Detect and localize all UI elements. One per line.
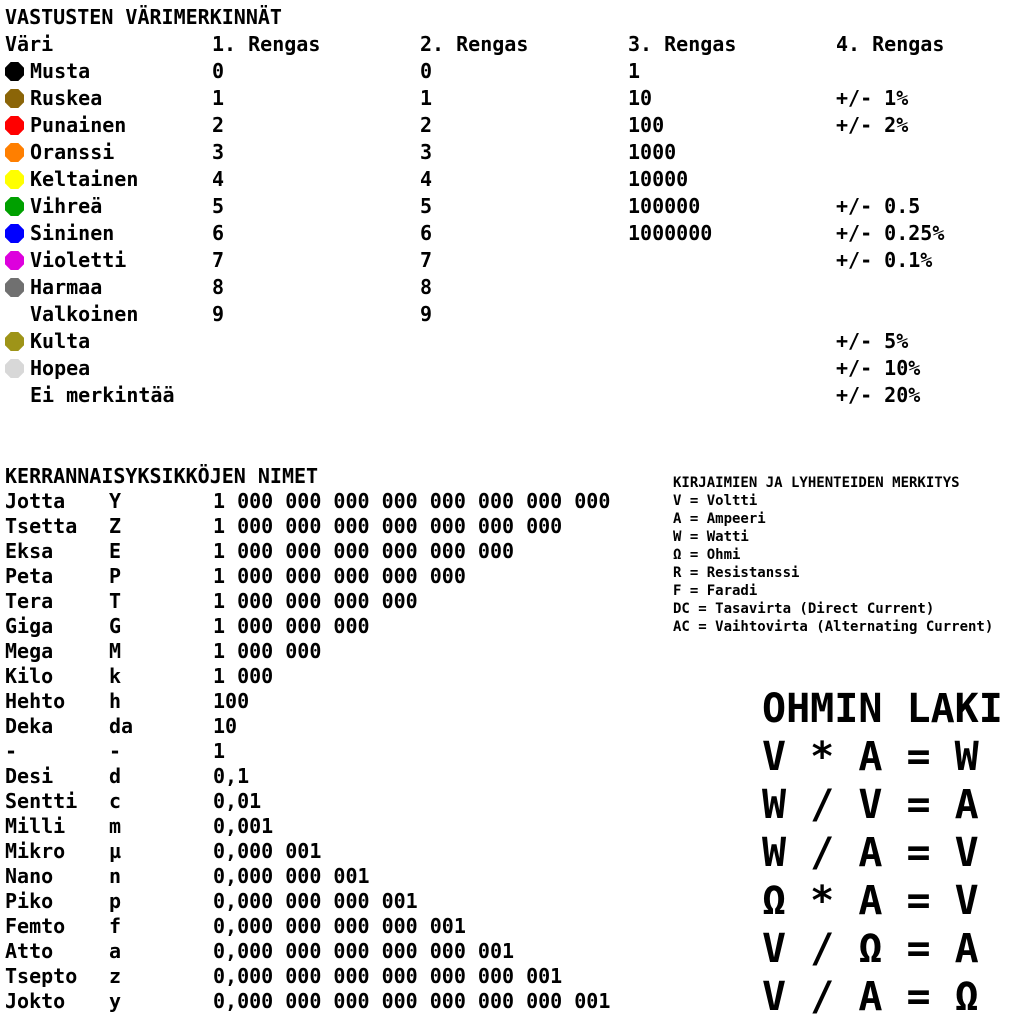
legend-title: KIRJAIMIEN JA LYHENTEIDEN MERKITYS [673, 475, 960, 491]
ring-4-value: +/- 10% [836, 356, 921, 380]
prefix-symbol: E [109, 539, 122, 563]
color-code-row [0, 85, 1024, 112]
prefix-name: Mega [5, 639, 54, 663]
color-swatch-icon [5, 197, 24, 216]
ring-3-value: 10 [628, 86, 653, 110]
legend-item: F = Faradi [673, 583, 758, 599]
prefix-name: Atto [5, 939, 54, 963]
legend-item: W = Watti [673, 529, 749, 545]
ring-1-value: 4 [212, 167, 225, 191]
prefix-row [0, 614, 660, 639]
prefix-value: 1 000 000 000 000 000 [213, 564, 466, 588]
prefix-name: Tera [5, 589, 54, 613]
prefix-name: Eksa [5, 539, 54, 563]
ring-3-value: 100 [628, 113, 665, 137]
color-name: Ruskea [30, 86, 103, 110]
prefix-symbol: d [109, 764, 122, 788]
prefix-symbol: G [109, 614, 122, 638]
legend-item: R = Resistanssi [673, 565, 800, 581]
color-swatch-icon [5, 332, 24, 351]
color-name: Sininen [30, 221, 115, 245]
color-name: Vihreä [30, 194, 103, 218]
ring-2-value: 0 [420, 59, 433, 83]
color-code-row [0, 382, 1024, 409]
ring-4-value: +/- 5% [836, 329, 909, 353]
ring-1-value: 1 [212, 86, 225, 110]
prefix-value: 0,000 000 000 000 001 [213, 914, 466, 938]
prefix-symbol: Z [109, 514, 122, 538]
legend-item: Ω = Ohmi [673, 547, 741, 563]
prefix-value: 0,000 000 000 000 000 000 001 [213, 964, 563, 988]
prefix-symbol: p [109, 889, 122, 913]
color-swatch-icon [5, 170, 24, 189]
prefix-symbol: n [109, 864, 122, 888]
color-name: Keltainen [30, 167, 139, 191]
color-name: Punainen [30, 113, 127, 137]
prefix-name: Sentti [5, 789, 78, 813]
ring-4-value: +/- 1% [836, 86, 909, 110]
prefix-symbol: h [109, 689, 122, 713]
ring-1-value: 9 [212, 302, 225, 326]
prefix-name: Tsepto [5, 964, 78, 988]
prefix-name: Peta [5, 564, 54, 588]
color-code-row [0, 220, 1024, 247]
ring-3-value: 1000 [628, 140, 677, 164]
header-ring-1: 1. Rengas [212, 32, 321, 56]
color-swatch-icon [5, 143, 24, 162]
color-code-row [0, 193, 1024, 220]
prefix-name: Milli [5, 814, 66, 838]
prefix-value: 0,01 [213, 789, 262, 813]
prefix-symbol: z [109, 964, 122, 988]
color-code-row [0, 274, 1024, 301]
prefix-value: 0,000 000 000 000 000 001 [213, 939, 515, 963]
color-code-row [0, 301, 1024, 328]
ring-4-value: +/- 0.25% [836, 221, 945, 245]
ring-1-value: 5 [212, 194, 225, 218]
ring-4-value: +/- 20% [836, 383, 921, 407]
prefix-symbol: y [109, 989, 122, 1013]
ring-1-value: 2 [212, 113, 225, 137]
prefix-row [0, 489, 660, 514]
prefix-name: Nano [5, 864, 54, 888]
prefix-row [0, 714, 660, 739]
prefix-value: 0,000 001 [213, 839, 322, 863]
ring-3-value: 1 [628, 59, 641, 83]
prefix-value: 1 000 000 000 000 000 000 000 [213, 514, 563, 538]
prefix-row [0, 589, 660, 614]
prefix-name: Deka [5, 714, 54, 738]
color-code-row [0, 58, 1024, 85]
header-ring-4: 4. Rengas [836, 32, 945, 56]
ring-1-value: 3 [212, 140, 225, 164]
prefix-value: 1 000 [213, 664, 274, 688]
legend-item: DC = Tasavirta (Direct Current) [673, 601, 935, 617]
prefix-symbol: da [109, 714, 134, 738]
ring-3-value: 1000000 [628, 221, 713, 245]
prefix-name: Desi [5, 764, 54, 788]
ring-2-value: 6 [420, 221, 433, 245]
color-swatch-icon [5, 359, 24, 378]
prefix-value: 1 [213, 739, 226, 763]
ring-1-value: 0 [212, 59, 225, 83]
prefix-value: 0,000 000 001 [213, 864, 370, 888]
prefix-name: Hehto [5, 689, 66, 713]
legend-item: A = Ampeeri [673, 511, 766, 527]
prefix-table-title: KERRANNAISYKSIKKÖJEN NIMET [5, 464, 319, 488]
ohms-law-formula: Ω * A = V [762, 878, 979, 924]
prefix-name: - [5, 739, 18, 763]
prefix-value: 1 000 000 000 000 000 000 [213, 539, 515, 563]
prefix-row [0, 539, 660, 564]
ring-2-value: 5 [420, 194, 433, 218]
color-name: Valkoinen [30, 302, 139, 326]
prefix-row [0, 839, 660, 864]
ring-2-value: 4 [420, 167, 433, 191]
ohms-law-title: OHMIN LAKI [762, 686, 1003, 732]
header-ring-3: 3. Rengas [628, 32, 737, 56]
prefix-value: 0,000 000 000 001 [213, 889, 418, 913]
prefix-name: Kilo [5, 664, 54, 688]
color-name: Harmaa [30, 275, 103, 299]
color-swatch-icon [5, 116, 24, 135]
ring-2-value: 1 [420, 86, 433, 110]
ring-2-value: 7 [420, 248, 433, 272]
color-code-row [0, 112, 1024, 139]
prefix-symbol: T [109, 589, 122, 613]
prefix-row [0, 664, 660, 689]
prefix-row [0, 964, 660, 989]
prefix-value: 1 000 000 [213, 639, 322, 663]
prefix-value: 1 000 000 000 [213, 614, 370, 638]
ohms-law-formula: W / A = V [762, 830, 979, 876]
ring-3-value: 100000 [628, 194, 701, 218]
color-name: Musta [30, 59, 91, 83]
prefix-symbol: f [109, 914, 122, 938]
prefix-row [0, 914, 660, 939]
prefix-value: 0,001 [213, 814, 274, 838]
prefix-row [0, 939, 660, 964]
color-name: Violetti [30, 248, 127, 272]
color-code-row [0, 139, 1024, 166]
ring-2-value: 8 [420, 275, 433, 299]
prefix-value: 10 [213, 714, 238, 738]
color-swatch-icon [5, 62, 24, 81]
prefix-row [0, 814, 660, 839]
prefix-symbol: µ [109, 839, 122, 863]
ring-1-value: 7 [212, 248, 225, 272]
ring-4-value: +/- 0.1% [836, 248, 933, 272]
color-name: Oranssi [30, 140, 115, 164]
ohms-law-formula: V * A = W [762, 734, 979, 780]
legend-item: V = Voltti [673, 493, 758, 509]
color-name: Kulta [30, 329, 91, 353]
prefix-value: 0,000 000 000 000 000 000 000 001 [213, 989, 611, 1013]
prefix-value: 0,1 [213, 764, 250, 788]
prefix-row [0, 764, 660, 789]
header-ring-2: 2. Rengas [420, 32, 529, 56]
ring-3-value: 10000 [628, 167, 689, 191]
prefix-symbol: Y [109, 489, 122, 513]
color-code-row [0, 328, 1024, 355]
prefix-row [0, 864, 660, 889]
ohms-law-formula: V / Ω = A [762, 926, 979, 972]
prefix-name: Tsetta [5, 514, 78, 538]
prefix-symbol: - [109, 739, 122, 763]
ring-4-value: +/- 2% [836, 113, 909, 137]
prefix-row [0, 689, 660, 714]
color-code-row [0, 166, 1024, 193]
prefix-row [0, 789, 660, 814]
ring-2-value: 2 [420, 113, 433, 137]
color-swatch-icon [5, 278, 24, 297]
prefix-symbol: c [109, 789, 122, 813]
prefix-symbol: P [109, 564, 122, 588]
prefix-value: 100 [213, 689, 250, 713]
prefix-name: Giga [5, 614, 54, 638]
prefix-name: Jokto [5, 989, 66, 1013]
prefix-name: Jotta [5, 489, 66, 513]
prefix-row [0, 514, 660, 539]
prefix-value: 1 000 000 000 000 000 000 000 000 [213, 489, 611, 513]
header-color: Väri [5, 32, 54, 56]
prefix-symbol: a [109, 939, 122, 963]
prefix-name: Piko [5, 889, 54, 913]
ring-2-value: 3 [420, 140, 433, 164]
color-code-header-row [0, 31, 1024, 58]
prefix-row [0, 564, 660, 589]
color-swatch-icon [5, 251, 24, 270]
prefix-symbol: k [109, 664, 122, 688]
ring-2-value: 9 [420, 302, 433, 326]
prefix-symbol: M [109, 639, 122, 663]
color-name: Hopea [30, 356, 91, 380]
color-code-row [0, 355, 1024, 382]
ring-4-value: +/- 0.5 [836, 194, 921, 218]
prefix-row [0, 889, 660, 914]
prefix-name: Mikro [5, 839, 66, 863]
ohms-law-formula: W / V = A [762, 782, 979, 828]
color-swatch-icon [5, 89, 24, 108]
ring-1-value: 6 [212, 221, 225, 245]
color-swatch-icon [5, 224, 24, 243]
prefix-row [0, 739, 660, 764]
prefix-value: 1 000 000 000 000 [213, 589, 418, 613]
legend-item: AC = Vaihtovirta (Alternating Current) [673, 619, 994, 635]
prefix-row [0, 639, 660, 664]
ring-1-value: 8 [212, 275, 225, 299]
prefix-symbol: m [109, 814, 122, 838]
color-code-row [0, 247, 1024, 274]
color-name: Ei merkintää [30, 383, 175, 407]
color-code-title: VASTUSTEN VÄRIMERKINNÄT [5, 5, 282, 29]
prefix-name: Femto [5, 914, 66, 938]
ohms-law-formula: V / A = Ω [762, 974, 979, 1020]
prefix-row [0, 989, 660, 1014]
